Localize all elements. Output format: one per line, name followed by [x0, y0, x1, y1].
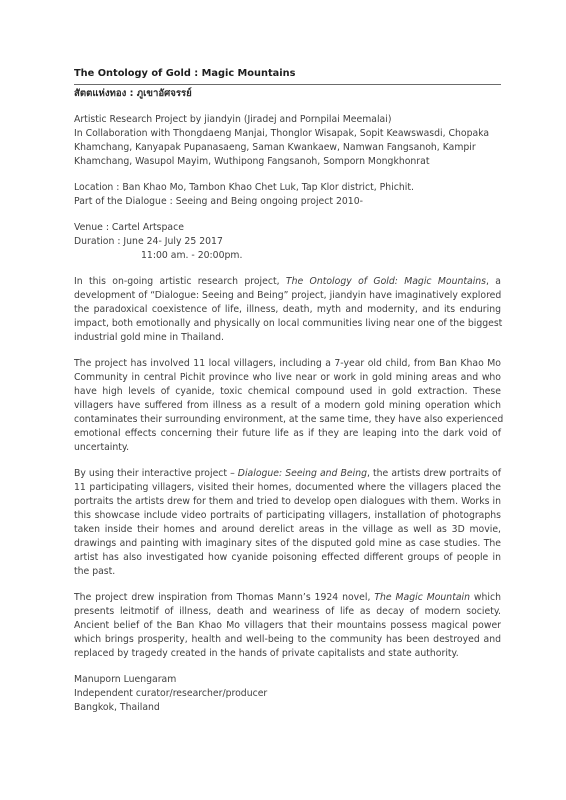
paragraph-line: Community in central Pichit province who live near or work in gold mining areas and who [74, 372, 501, 383]
paragraph-line: The project has involved 11 local villagers, including a 7-year old child, from Ban Khao Mo [74, 358, 501, 369]
text-segment: The project drew inspiration from Thomas Mann’s 1924 novel, [74, 592, 375, 603]
text-segment: , a [486, 276, 502, 287]
paragraph-inspiration [74, 591, 501, 661]
paragraph-line [74, 591, 501, 605]
paragraph-line: villagers have suffered from illness as a result of a modern gold mining operation which [74, 400, 501, 411]
paragraph-line [74, 275, 501, 289]
paragraph-line: presents leitmotif of illness, death and weariness of life as decay of modern society. [74, 606, 501, 617]
paragraph-line: drawings and painting with imaginary sites of the disputed gold mine as case studies. The [74, 538, 501, 549]
credits-line: In Collaboration with Thongdaeng Manjai, Thonglor Wisapak, Sopit Keawswasdi, Chopaka [74, 128, 490, 139]
paragraph-line: have high levels of cyanide, toxic chemical compound used in gold extraction. These [74, 386, 501, 397]
paragraph-intro [74, 275, 501, 345]
time-line: 11:00 am. - 20:00pm. [141, 250, 243, 261]
duration-line: Duration : June 24- July 25 2017 [74, 236, 223, 247]
paragraph-line: 11 participating villagers, visited their homes, documented where the villagers placed the [74, 482, 501, 493]
venue-line: Venue : Cartel Artspace [74, 222, 184, 233]
location-block [74, 181, 501, 209]
novel-title-italic: The Magic Mountain [374, 592, 471, 603]
paragraph-line: the past. [74, 566, 116, 577]
credits-line: Khamchang, Kanyapak Pupanasaeng, Saman Kwankaew, Namwan Fangsanoh, Kampir [74, 142, 476, 153]
project-title-italic: The Ontology of Gold: Magic Mountains [285, 276, 487, 287]
paragraph-dialogue [74, 467, 501, 579]
venue-block [74, 221, 501, 263]
text-segment: By using their interactive project – [74, 468, 238, 479]
paragraph-line: which brings prosperity, health and well-being to the community has been destroyed and [74, 634, 501, 645]
paragraph-line: development of “Dialogue: Seeing and Being” project, jiandyin have imaginatively explored [74, 290, 502, 301]
paragraph-villagers [74, 357, 504, 455]
text-segment: which [470, 592, 502, 603]
paragraph-line: contaminates their surrounding environment, at the same time, they have also experienced [74, 414, 504, 425]
project-title-italic: Dialogue: Seeing and Being [237, 468, 367, 479]
paragraph-line: uncertainty. [74, 442, 130, 453]
credits-line: Artistic Research Project by jiandyin (Jiradej and Pornpilai Meemalai) [74, 114, 392, 125]
author-location: Bangkok, Thailand [74, 702, 160, 713]
author-name: Manuporn Luengaram [74, 674, 177, 685]
location-line: Location : Ban Khao Mo, Tambon Khao Chet Luk, Tap Klor district, Phichit. [74, 182, 414, 193]
document-page [74, 67, 504, 715]
signature-block [74, 673, 501, 715]
credits-block [74, 113, 501, 169]
paragraph-line: artist has also investigated how cyanide poisoning effected different groups of people in [74, 552, 501, 563]
document-title: The Ontology of Gold : Magic Mountains [74, 68, 296, 79]
paragraph-line: taken inside their homes and around derelict areas in the village as well as 3D movie, [74, 524, 501, 535]
text-segment: , the artists drew portraits of [367, 468, 501, 479]
paragraph-line: Ancient belief of the Ban Khao Mo villagers that their mountains possess magical power [74, 620, 501, 631]
paragraph-line: emotional effects concerning their future life as if they are leaping into the dark void of [74, 428, 501, 439]
paragraph-line: the paradoxical coexistence of life, illness, death, myth and modernity, and its enduring [74, 304, 501, 315]
author-role: Independent curator/researcher/producer [74, 688, 268, 699]
title-divider [74, 84, 501, 85]
paragraph-line: impact, both emotionally and physically on local communities living near one of the biggest [74, 318, 503, 329]
text-segment: In this on-going artistic research project, [74, 276, 286, 287]
paragraph-line: replaced by tragedy created in the hands of private capitalists and state authority. [74, 648, 459, 659]
paragraph-line [74, 467, 501, 481]
paragraph-line: this showcase include video portraits of participating villagers, installation of photographs [74, 510, 501, 521]
paragraph-line: portraits the artists drew for them and tried to develop open dialogues with them. Works in [74, 496, 501, 507]
project-line: Part of the Dialogue : Seeing and Being ongoing project 2010- [74, 196, 363, 207]
thai-title: สัตตแห่งทอง : ภูเขาอัศจรรย์ [74, 88, 192, 99]
paragraph-line: industrial gold mine in Thailand. [74, 332, 224, 343]
credits-line: Khamchang, Wasupol Mayim, Wuthipong Fangsanoh, Somporn Mongkhonrat [74, 156, 430, 167]
